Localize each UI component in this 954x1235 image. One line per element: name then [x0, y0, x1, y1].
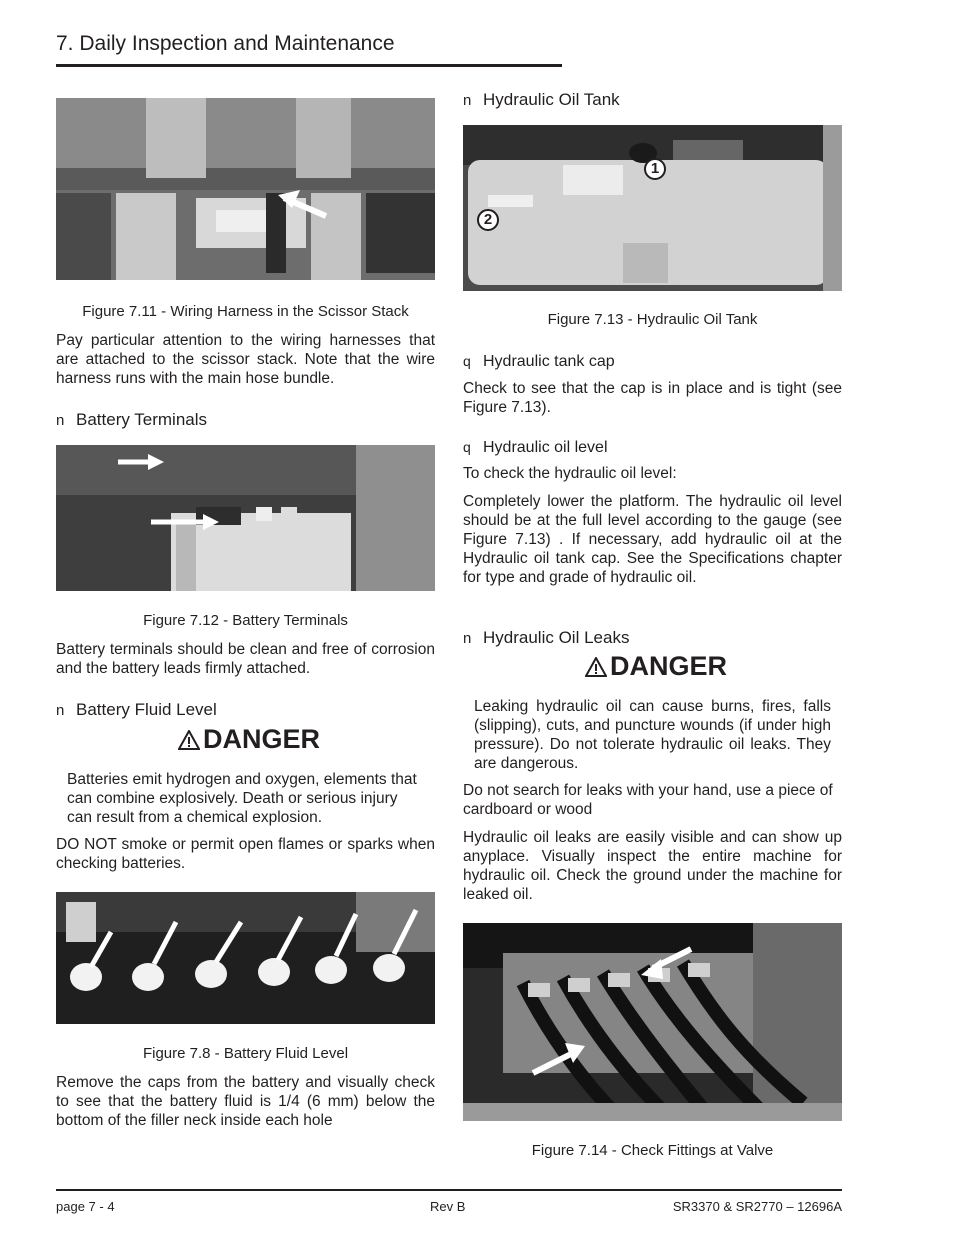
figure-7-8-caption: Figure 7.8 - Battery Fluid Level [142, 1045, 349, 1062]
bullet-icon: n [56, 412, 65, 429]
danger-label: DANGER [610, 651, 728, 681]
valve-fittings-photo [463, 923, 842, 1121]
leaks-visible-paragraph: Hydraulic oil leaks are easily visible and can show up anyplace. Visually inspect the entire machine for hydraulic oil. Check the ground under the machine for leaked oil. [463, 829, 842, 903]
danger-banner [585, 651, 727, 682]
callout-2-badge: 2 [477, 209, 499, 231]
no-smoke-paragraph: DO NOT smoke or permit open flames or sparks when checking batteries. [56, 836, 435, 872]
danger-label: DANGER [203, 724, 321, 754]
figure-7-14-caption: Figure 7.14 - Check Fittings at Valve [531, 1142, 774, 1159]
battery-fluid-photo [56, 892, 435, 1024]
revision-label: Rev B [430, 1199, 466, 1214]
warning-triangle-icon [585, 657, 607, 677]
no-hand-paragraph: Do not search for leaks with your hand, use a piece of cardboard or wood [463, 782, 833, 818]
warning-triangle-icon [178, 730, 200, 750]
oil-tank-photo [463, 125, 842, 291]
figure-7-11-caption: Figure 7.11 - Wiring Harness in the Scissor Stack [82, 303, 409, 320]
bullet-icon: q [463, 353, 471, 369]
bullet-icon: q [463, 439, 471, 455]
battery-terminals-photo [56, 445, 435, 591]
figure-7-13-caption: Figure 7.13 - Hydraulic Oil Tank [547, 311, 758, 328]
battery-fluid-heading [56, 700, 217, 720]
remove-caps-paragraph: Remove the caps from the battery and visually check to see that the battery fluid is 1/4 (6 mm) below the bottom of the filler neck inside each hole [56, 1074, 435, 1129]
oil-leaks-heading [463, 628, 629, 648]
battery-terminals-heading-text: Battery Terminals [76, 410, 208, 429]
wiring-harness-photo [56, 98, 435, 280]
battery-fluid-heading-text: Battery Fluid Level [76, 700, 217, 719]
page-number: page 7 - 4 [56, 1199, 115, 1214]
cap-paragraph: Check to see that the cap is in place and is tight (see Figure 7.13). [463, 380, 842, 416]
danger-text: Batteries emit hydrogen and oxygen, elements that can combine explosively. Death or serious injury can result from a chemical explosion. [67, 771, 417, 826]
footer-rule [56, 1189, 842, 1191]
model-label: SR3370 & SR2770 – 12696A [672, 1199, 842, 1214]
page-title: 7. Daily Inspection and Maintenance [56, 32, 395, 55]
tank-cap-heading [463, 353, 615, 371]
danger-banner [178, 724, 320, 755]
to-check-paragraph: To check the hydraulic oil level: [463, 465, 677, 482]
oil-leaks-heading-text: Hydraulic Oil Leaks [483, 628, 630, 647]
harness-paragraph: Pay particular attention to the wiring harnesses that are attached to the scissor stack. Note that the wire harness runs with the main hose bundle. [56, 332, 435, 387]
bullet-icon: n [463, 630, 472, 647]
terminals-paragraph: Battery terminals should be clean and free of corrosion and the battery leads firmly attached. [56, 641, 435, 677]
danger-text: Leaking hydraulic oil can cause burns, fires, falls (slipping), cuts, and puncture wounds (if under high pressure). Do not tolerate hydraulic oil leaks. They are dangerous. [474, 698, 831, 772]
bullet-icon: n [56, 702, 65, 719]
bullet-icon: n [463, 92, 472, 109]
oil-level-heading [463, 439, 608, 457]
oil-tank-heading [463, 90, 620, 110]
figure-7-12-caption: Figure 7.12 - Battery Terminals [143, 612, 348, 629]
header-rule [56, 64, 562, 67]
tank-cap-heading-text: Hydraulic tank cap [483, 353, 615, 370]
lower-platform-paragraph: Completely lower the platform. The hydraulic oil level should be at the full level according to the gauge (see Figure 7.13) . If necessary, add hydraulic oil at the Hydraulic oil tank cap. See the Specifications chapter for type and grade of hydraulic oil. [463, 493, 842, 586]
oil-tank-heading-text: Hydraulic Oil Tank [483, 90, 620, 109]
oil-level-heading-text: Hydraulic oil level [483, 439, 608, 456]
callout-1-badge: 1 [644, 158, 666, 180]
battery-terminals-heading [56, 410, 207, 430]
